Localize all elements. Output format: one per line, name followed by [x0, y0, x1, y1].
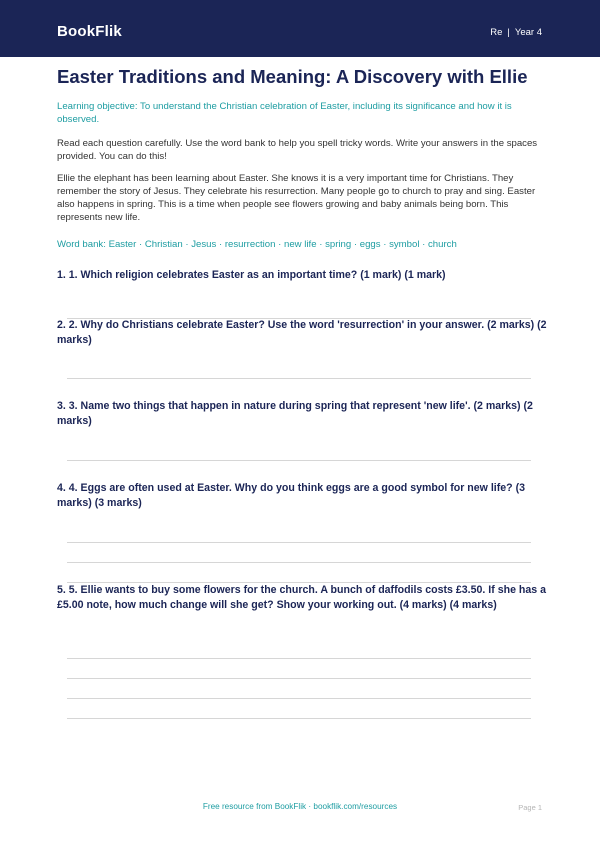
answer-line[interactable] [67, 542, 531, 543]
answer-line[interactable] [67, 718, 531, 719]
answer-line[interactable] [67, 460, 531, 461]
subject-year-label [490, 27, 542, 38]
word-bank-item: · eggs [351, 239, 380, 250]
word-bank-item: Easter [108, 239, 137, 250]
question-3: 3. 3. Name two things that happen in nature during spring that represent 'new life'. (2 marks) (2 marks) [57, 400, 533, 427]
word-bank-label: Word bank: [57, 239, 106, 250]
answer-line[interactable] [67, 698, 531, 699]
answer-line[interactable] [67, 562, 531, 563]
word-bank-item: · resurrection [216, 239, 275, 250]
word-bank-words [109, 239, 457, 250]
question-4: 4. 4. Eggs are often used at Easter. Why do you think eggs are a good symbol for new life? (3 marks) (3 marks) [57, 482, 525, 509]
subject-label: Re [490, 27, 503, 38]
word-bank-item: · spring [317, 239, 352, 250]
page-header [0, 0, 600, 57]
question-1: 1. 1. Which religion celebrates Easter as an important time? (1 mark) (1 mark) [57, 269, 446, 281]
instructions: Read each question carefully. Use the word bank to help you spell tricky words. Write your answers in the spaces provided. You can do this! [57, 138, 538, 162]
word-bank-item: · new life [275, 239, 316, 250]
question-2: 2. 2. Why do Christians celebrate Easter? Use the word 'resurrection' in your answer. (2 marks) (2 marks) [57, 319, 547, 346]
learning-objective: Learning objective: To understand the Christian celebration of Easter, including its significance and how it is observed. [57, 101, 512, 125]
answer-line[interactable] [67, 378, 531, 379]
word-bank-item: · Jesus [183, 239, 217, 250]
word-bank-item: · church [419, 239, 456, 250]
worksheet-title: Easter Traditions and Meaning: A Discovery with Ellie [57, 66, 528, 87]
word-bank-item: · symbol [381, 239, 420, 250]
answer-line[interactable] [67, 678, 531, 679]
year-label: Year 4 [514, 27, 542, 38]
footer-resource-link[interactable]: Free resource from BookFlik · bookflik.com/resources [202, 802, 398, 811]
brand-logo-text: BookFlik [57, 23, 122, 40]
separator: | [507, 27, 510, 38]
page-number: Page 1 [518, 803, 542, 812]
reading-passage: Ellie the elephant has been learning about Easter. She knows it is a very important time for Christians. They remember the story of Jesus. They celebrate his resurrection. Many people go to church to pray and sing. Easter also happens in spring. This is a time when people see flowers growing and baby animals being born. This represents new life. [57, 173, 536, 223]
question-5: 5. 5. Ellie wants to buy some flowers for the church. A bunch of daffodils costs £3.50. If she has a £5.00 note, how much change will she get? Show your working out. (4 marks) (4 marks) [57, 584, 546, 611]
answer-line[interactable] [67, 658, 531, 659]
word-bank [57, 238, 547, 251]
word-bank-item: · Christian [136, 239, 182, 250]
